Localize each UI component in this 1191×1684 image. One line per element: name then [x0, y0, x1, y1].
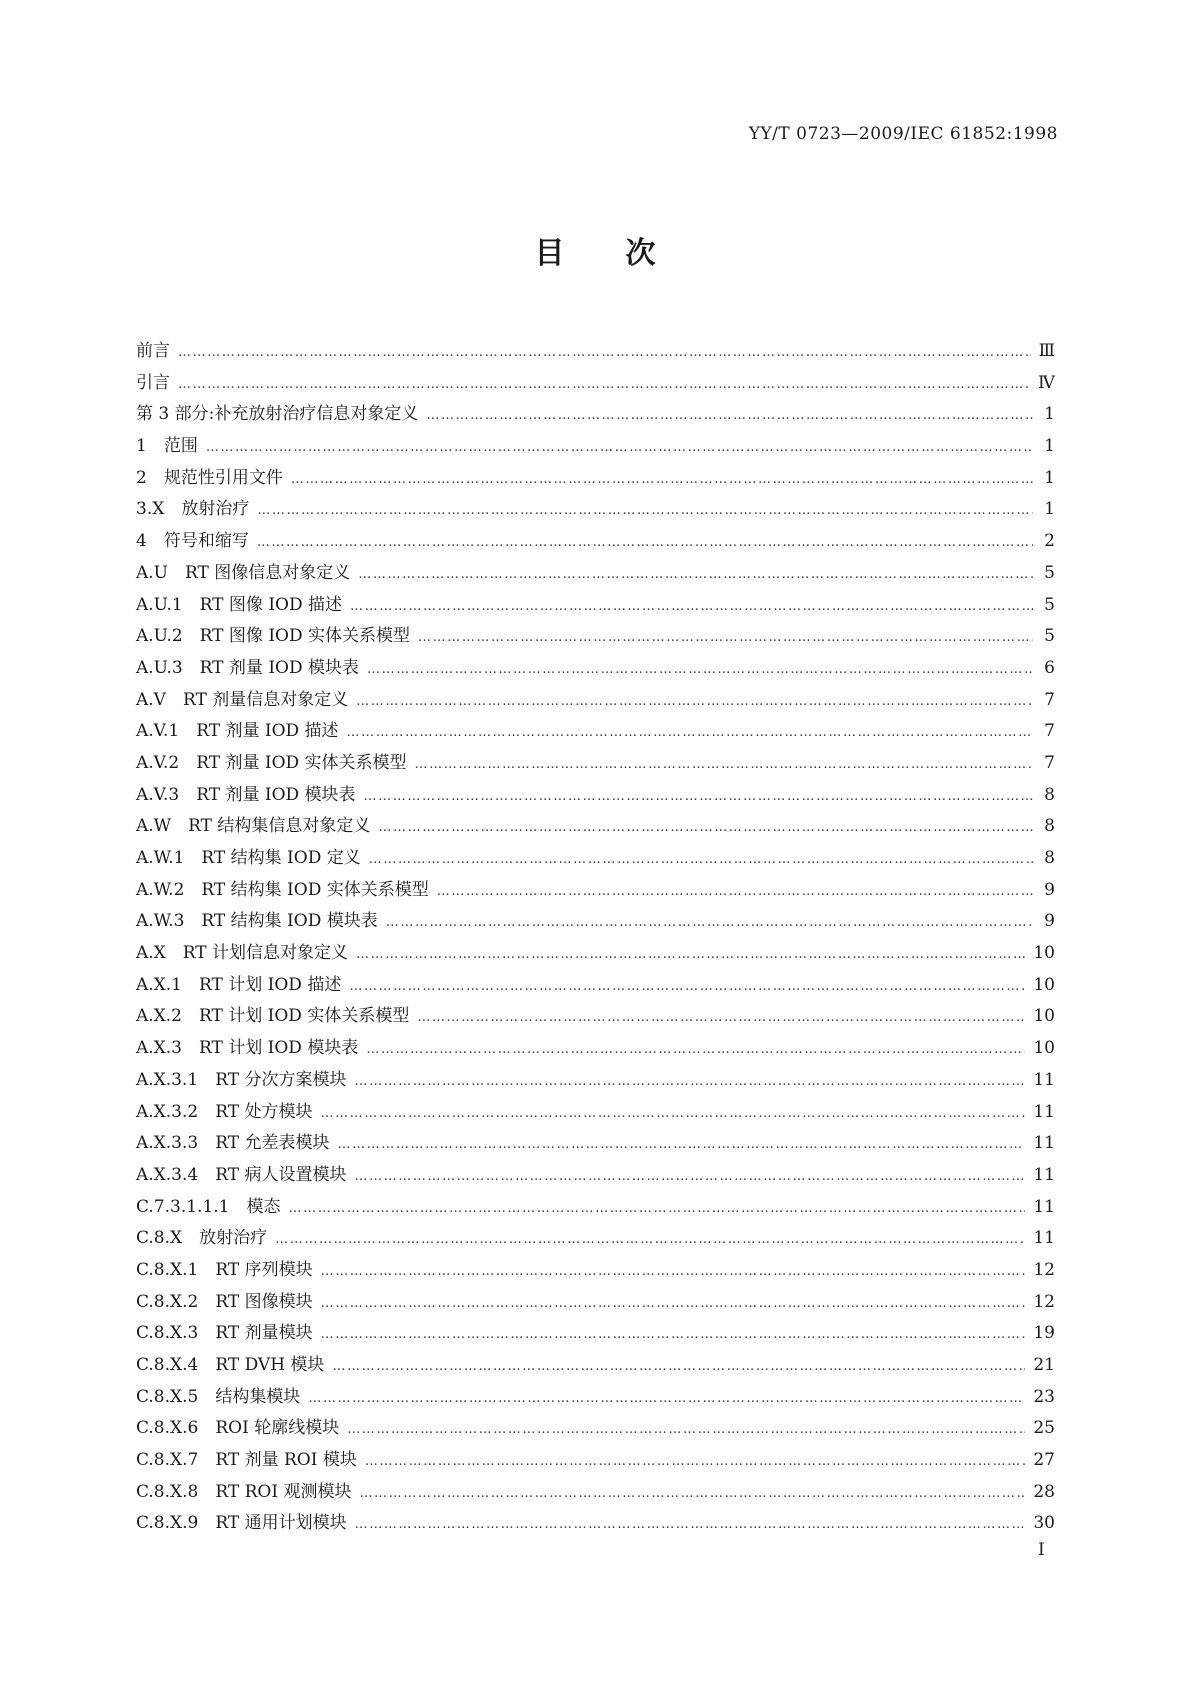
toc-entry[interactable]: [136, 1223, 1055, 1255]
toc-entry-label: A.U RT 图像信息对象定义: [136, 562, 351, 583]
toc-entry[interactable]: [136, 938, 1055, 970]
toc-entry-label: A.V.2 RT 剂量 IOD 实体关系模型: [136, 752, 407, 773]
toc-entry-label: C.7.3.1.1.1 模态: [136, 1196, 281, 1217]
page-title: [0, 228, 1191, 272]
dot-leader: [349, 979, 1025, 994]
toc-entry-page: 11: [1033, 1101, 1055, 1122]
dot-leader: [354, 1074, 1025, 1089]
toc-entry-label: C.8.X.4 RT DVH 模块: [136, 1355, 325, 1375]
toc-entry-page: 25: [1033, 1418, 1055, 1439]
toc-entry-page: Ⅲ: [1038, 341, 1055, 361]
toc-entry[interactable]: [136, 1508, 1055, 1540]
toc-entry-page: 10: [1033, 974, 1055, 995]
dot-leader: [366, 1042, 1025, 1057]
toc-entry-label: A.X.3 RT 计划 IOD 模块表: [136, 1038, 359, 1059]
toc-entry-label: A.W.2 RT 结构集 IOD 实体关系模型: [136, 879, 429, 900]
toc-entry-label: 2 规范性引用文件: [136, 467, 283, 488]
toc-entry[interactable]: [136, 1413, 1055, 1445]
dot-leader: [321, 1264, 1026, 1279]
toc-entry[interactable]: [136, 399, 1055, 431]
toc-entry-page: 8: [1044, 784, 1055, 805]
toc-entry[interactable]: [136, 1192, 1055, 1224]
toc-entry-label: A.X.1 RT 计划 IOD 描述: [136, 974, 342, 995]
dot-leader: [320, 1106, 1025, 1121]
toc-entry-label: A.U.2 RT 图像 IOD 实体关系模型: [136, 626, 411, 647]
toc-entry[interactable]: [136, 494, 1055, 526]
toc-entry-label: 引言: [136, 372, 170, 393]
dot-leader: [257, 503, 1033, 518]
dot-leader: [321, 1327, 1026, 1342]
toc-entry[interactable]: [136, 748, 1055, 780]
toc-entry-page: 21: [1033, 1355, 1055, 1375]
dot-leader: [358, 567, 1033, 582]
toc-entry-page: 7: [1044, 752, 1055, 773]
dot-leader: [347, 1422, 1025, 1437]
toc-entry[interactable]: [136, 811, 1055, 843]
toc-entry[interactable]: [136, 558, 1055, 590]
toc-entry-page: 28: [1033, 1481, 1055, 1502]
dot-leader: [365, 1454, 1026, 1469]
toc-entry-label: C.8.X.5 结构集模块: [136, 1386, 301, 1407]
dot-leader: [356, 947, 1025, 962]
toc-entry-page: 2: [1044, 531, 1055, 552]
toc-entry[interactable]: [136, 526, 1055, 558]
toc-entry[interactable]: [136, 1033, 1055, 1065]
toc-entry-label: 4 符号和缩写: [136, 531, 249, 552]
toc-entry[interactable]: [136, 1477, 1055, 1509]
toc-entry[interactable]: [136, 1382, 1055, 1414]
dot-leader: [321, 1296, 1026, 1311]
dot-leader: [378, 820, 1033, 835]
toc-entry-label: C.8.X.9 RT 通用计划模块: [136, 1513, 347, 1534]
toc-entry[interactable]: [136, 463, 1055, 495]
toc-entry-page: 12: [1033, 1291, 1055, 1312]
dot-leader: [355, 1517, 1026, 1532]
toc-entry-page: 7: [1044, 721, 1055, 742]
toc-entry-page: 10: [1033, 1038, 1055, 1059]
toc-entry[interactable]: [136, 875, 1055, 907]
toc-entry[interactable]: [136, 336, 1055, 368]
dot-leader: [369, 852, 1033, 867]
toc-entry-label: A.V.3 RT 剂量 IOD 模块表: [136, 784, 356, 805]
toc-entry-label: A.X.3.2 RT 处方模块: [136, 1101, 313, 1122]
toc-entry-page: 5: [1044, 562, 1055, 583]
toc-entry-label: A.U.1 RT 图像 IOD 描述: [136, 594, 343, 615]
toc-entry-label: 前言: [136, 341, 170, 361]
toc-entry-page: 11: [1033, 1133, 1055, 1154]
toc-entry-page: 11: [1033, 1069, 1055, 1090]
toc-entry[interactable]: [136, 368, 1055, 400]
dot-leader: [347, 725, 1033, 740]
page-number: I: [1038, 1540, 1045, 1560]
dot-leader: [386, 915, 1033, 930]
toc-entry-page: 9: [1044, 911, 1055, 932]
dot-leader: [206, 440, 1033, 455]
toc-entry-label: A.X.3.4 RT 病人设置模块: [136, 1164, 347, 1185]
toc-entry-page: 7: [1044, 689, 1055, 710]
toc-entry-label: C.8.X.7 RT 剂量 ROI 模块: [136, 1450, 357, 1471]
toc-entry-page: 12: [1033, 1259, 1055, 1280]
toc-entry-page: 19: [1033, 1323, 1055, 1344]
toc-entry-label: C.8.X.2 RT 图像模块: [136, 1291, 313, 1312]
dot-leader: [257, 535, 1033, 550]
title-char-1: 目: [534, 236, 566, 271]
toc-entry-page: 9: [1044, 879, 1055, 900]
toc-entry[interactable]: [136, 1318, 1055, 1350]
toc-entry[interactable]: [136, 653, 1055, 685]
toc-entry-page: 11: [1033, 1228, 1055, 1249]
toc-entry[interactable]: [136, 1445, 1055, 1477]
toc-entry-page: 8: [1044, 816, 1055, 837]
dot-leader: [332, 1359, 1025, 1374]
toc-entry[interactable]: [136, 1287, 1055, 1319]
toc-entry-label: A.W RT 结构集信息对象定义: [136, 816, 371, 837]
toc-entry-label: 3.X 放射治疗: [136, 499, 250, 520]
dot-leader: [350, 599, 1033, 614]
toc-entry-page: 1: [1044, 404, 1055, 425]
toc-entry[interactable]: [136, 716, 1055, 748]
dot-leader: [275, 1232, 1025, 1247]
toc-entry[interactable]: [136, 1255, 1055, 1287]
toc-entry[interactable]: [136, 1160, 1055, 1192]
dot-leader: [291, 472, 1033, 487]
toc-entry[interactable]: [136, 1128, 1055, 1160]
toc-entry[interactable]: [136, 1001, 1055, 1033]
dot-leader: [417, 1010, 1025, 1025]
toc-entry[interactable]: [136, 906, 1055, 938]
toc-entry[interactable]: [136, 780, 1055, 812]
toc-entry-page: 5: [1044, 594, 1055, 615]
dot-leader: [178, 377, 1030, 392]
toc-entry-label: 第 3 部分:补充放射治疗信息对象定义: [136, 404, 419, 425]
toc-entry-page: 8: [1044, 848, 1055, 868]
dot-leader: [289, 1201, 1026, 1216]
toc-entry[interactable]: [136, 431, 1055, 463]
toc-entry-label: A.U.3 RT 剂量 IOD 模块表: [136, 657, 360, 678]
toc-entry-page: 11: [1033, 1164, 1055, 1185]
toc-entry-label: A.X.2 RT 计划 IOD 实体关系模型: [136, 1006, 410, 1027]
toc-entry-label: A.V.1 RT 剂量 IOD 描述: [136, 721, 339, 742]
toc-entry[interactable]: [136, 1065, 1055, 1097]
table-of-contents: [136, 336, 1055, 1540]
dot-leader: [367, 662, 1033, 677]
dot-leader: [364, 789, 1033, 804]
toc-entry-page: 10: [1033, 1006, 1055, 1027]
toc-entry-label: 1 范围: [136, 436, 198, 457]
toc-entry-page: 10: [1033, 943, 1055, 964]
dot-leader: [354, 1169, 1025, 1184]
dot-leader: [418, 630, 1033, 645]
toc-entry-page: 30: [1033, 1513, 1055, 1534]
toc-entry-page: 1: [1044, 499, 1055, 520]
toc-entry-label: C.8.X.3 RT 剂量模块: [136, 1323, 313, 1344]
toc-entry-label: C.8.X.6 ROI 轮廓线模块: [136, 1418, 340, 1439]
standard-code: YY/T 0723—2009/IEC 61852:1998: [748, 124, 1058, 144]
toc-entry-page: 1: [1044, 436, 1055, 457]
dot-leader: [356, 694, 1033, 709]
toc-entry-label: C.8.X 放射治疗: [136, 1228, 268, 1249]
toc-entry-page: 5: [1044, 626, 1055, 647]
toc-entry-page: 1: [1044, 467, 1055, 488]
toc-entry-label: A.X.3.3 RT 允差表模块: [136, 1133, 330, 1154]
toc-entry[interactable]: [136, 970, 1055, 1002]
toc-entry-page: 11: [1033, 1196, 1055, 1217]
dot-leader: [178, 345, 1031, 360]
dot-leader: [308, 1391, 1025, 1406]
toc-entry[interactable]: [136, 1350, 1055, 1382]
toc-entry-label: A.X RT 计划信息对象定义: [136, 943, 349, 964]
toc-entry-label: C.8.X.8 RT ROI 观测模块: [136, 1481, 352, 1502]
toc-entry[interactable]: [136, 843, 1055, 875]
toc-entry[interactable]: [136, 590, 1055, 622]
toc-entry-label: C.8.X.1 RT 序列模块: [136, 1259, 313, 1280]
toc-entry[interactable]: [136, 685, 1055, 717]
toc-entry-label: A.W.3 RT 结构集 IOD 模块表: [136, 911, 378, 932]
toc-entry[interactable]: [136, 621, 1055, 653]
title-char-2: 次: [625, 236, 657, 271]
toc-entry-page: 23: [1033, 1386, 1055, 1407]
toc-entry-page: 6: [1044, 657, 1055, 678]
toc-entry-page: 27: [1033, 1450, 1055, 1471]
dot-leader: [415, 757, 1033, 772]
toc-entry-label: A.V RT 剂量信息对象定义: [136, 689, 349, 710]
toc-entry[interactable]: [136, 1097, 1055, 1129]
dot-leader: [437, 884, 1033, 899]
toc-entry-label: A.W.1 RT 结构集 IOD 定义: [136, 848, 361, 868]
toc-entry-page: Ⅳ: [1038, 372, 1055, 393]
dot-leader: [359, 1486, 1025, 1501]
dot-leader: [426, 408, 1033, 423]
toc-entry-label: A.X.3.1 RT 分次方案模块: [136, 1069, 347, 1090]
dot-leader: [337, 1137, 1025, 1152]
